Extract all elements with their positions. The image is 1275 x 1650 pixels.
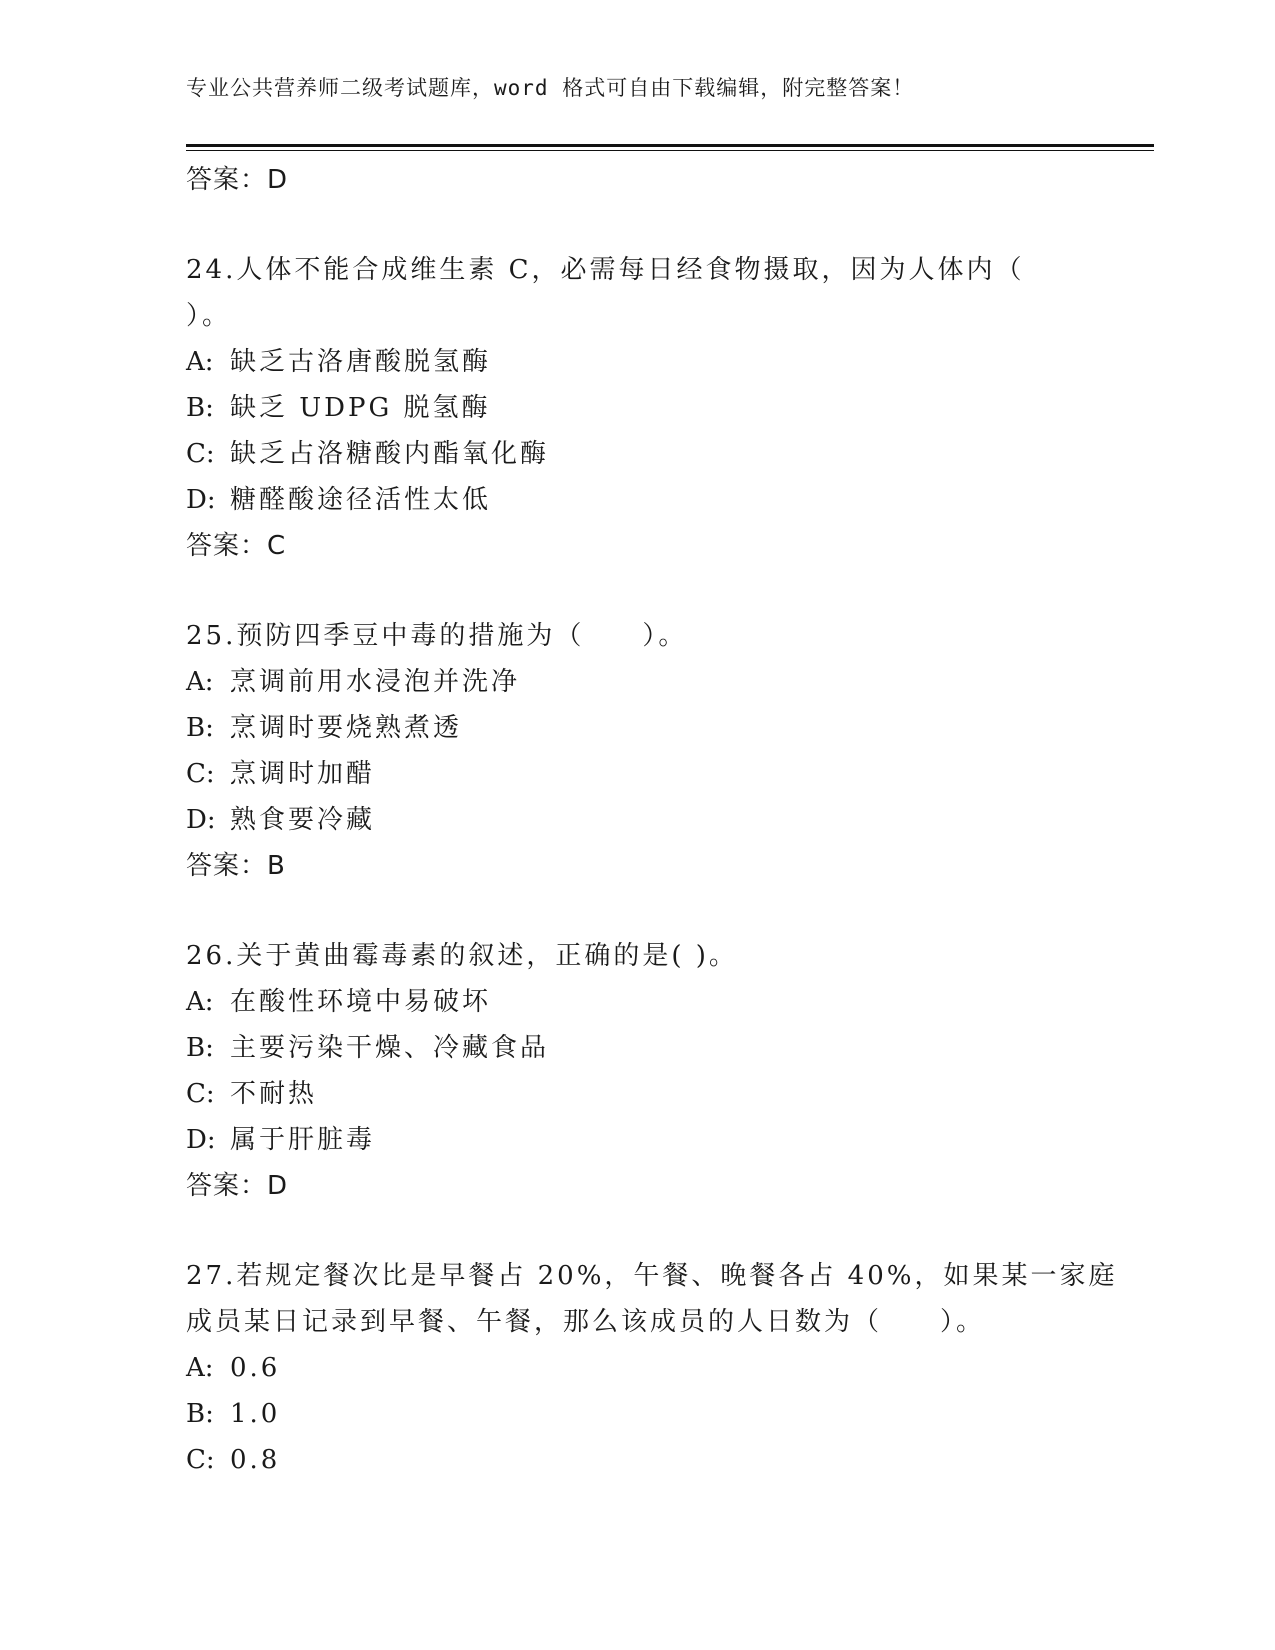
option-line	[186, 1345, 1086, 1391]
option-text: 属于肝脏毒	[230, 1125, 376, 1155]
option-line	[186, 339, 1086, 385]
document-body	[186, 157, 1118, 1483]
answer-line: 答案：C	[186, 531, 287, 561]
option-line	[186, 751, 1086, 797]
option-text: 糖醛酸途径活性太低	[230, 485, 492, 515]
option-key: D:	[186, 805, 216, 835]
option-text: 烹调前用水浸泡并洗净	[230, 667, 521, 697]
question-block	[186, 613, 1086, 889]
option-key: C:	[186, 439, 215, 469]
option-text: 1.0	[230, 1399, 281, 1429]
question-text: ）。	[186, 301, 232, 331]
option-line	[186, 659, 1086, 705]
page-header: 专业公共营养师二级考试题库，word 格式可自由下载编辑，附完整答案！	[186, 76, 915, 100]
question-block	[186, 247, 1086, 569]
option-line	[186, 1117, 1086, 1163]
header-rule-thick	[186, 144, 1154, 147]
option-line	[186, 477, 1086, 523]
option-line	[186, 385, 1086, 431]
option-line	[186, 1025, 1086, 1071]
option-key: C:	[186, 1079, 215, 1109]
option-key: A:	[186, 667, 214, 697]
question-block	[186, 1253, 1118, 1483]
option-text: 缺乏占洛糖酸内酯氧化酶	[230, 439, 550, 469]
question-block	[186, 933, 1086, 1209]
question-text: 26.关于黄曲霉毒素的叙述，正确的是( )。	[186, 941, 738, 971]
option-key: B:	[186, 713, 214, 743]
option-key: C:	[186, 1445, 215, 1475]
option-key: A:	[186, 347, 214, 377]
option-line	[186, 705, 1086, 751]
option-line	[186, 1071, 1086, 1117]
option-key: C:	[186, 759, 215, 789]
option-key: B:	[186, 1399, 214, 1429]
header-rule-thin	[186, 150, 1154, 151]
question-text: 成员某日记录到早餐、午餐，那么该成员的人日数为（ ）。	[186, 1307, 986, 1337]
option-key: B:	[186, 393, 214, 423]
option-text: 缺乏古洛唐酸脱氢酶	[230, 347, 492, 377]
option-line	[186, 979, 1086, 1025]
option-text: 缺乏 UDPG 脱氢酶	[230, 393, 491, 423]
option-line	[186, 431, 1086, 477]
option-key: A:	[186, 987, 214, 1017]
option-text: 主要污染干燥、冷藏食品	[230, 1033, 550, 1063]
question-text: 27.若规定餐次比是早餐占 20%，午餐、晚餐各占 40%，如果某一家庭	[186, 1261, 1118, 1291]
answer-line: 答案：D	[186, 165, 289, 195]
option-key: D:	[186, 1125, 216, 1155]
option-line	[186, 797, 1086, 843]
option-text: 烹调时要烧熟煮透	[230, 713, 463, 743]
option-text: 不耐热	[230, 1079, 318, 1109]
option-line	[186, 1391, 1086, 1437]
option-key: A:	[186, 1353, 214, 1383]
answer-line: 答案：D	[186, 1171, 289, 1201]
option-text: 烹调时加醋	[230, 759, 376, 789]
option-key: D:	[186, 485, 216, 515]
option-text: 在酸性环境中易破坏	[230, 987, 492, 1017]
option-key: B:	[186, 1033, 214, 1063]
question-text: 24.人体不能合成维生素 C，必需每日经食物摄取，因为人体内（	[186, 255, 1025, 285]
answer-line: 答案：B	[186, 851, 286, 881]
option-text: 0.6	[230, 1353, 281, 1383]
option-line	[186, 1437, 1086, 1483]
option-text: 熟食要冷藏	[230, 805, 376, 835]
option-text: 0.8	[230, 1445, 281, 1475]
question-text: 25.预防四季豆中毒的措施为（ ）。	[186, 621, 688, 651]
